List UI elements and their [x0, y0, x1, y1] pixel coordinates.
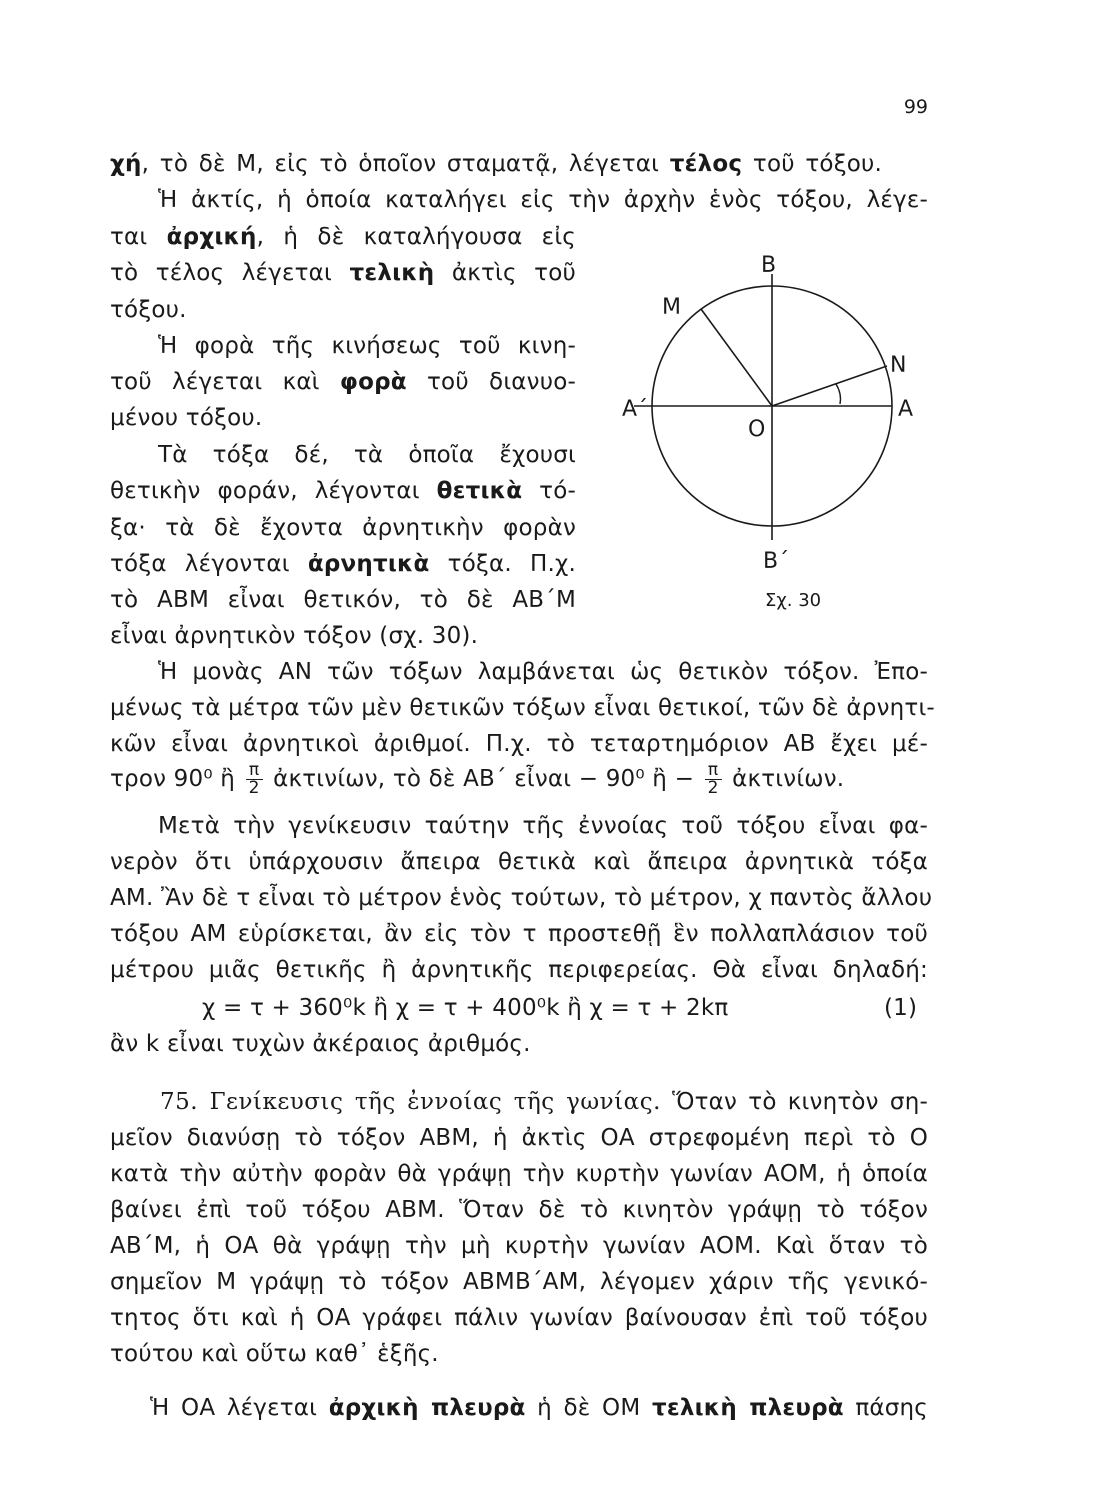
text-span: πάσης [843, 1395, 929, 1421]
text-span: τρον 90⁰ ἢ [110, 766, 236, 792]
bold-term: ἀρνητικὰ [307, 551, 430, 577]
circle-diagram [618, 244, 928, 624]
text-span: ἡ δὲ ΟΜ [525, 1395, 652, 1421]
text-line: Ἡ ἀκτίς, ἡ ὁποία καταλήγει εἰς τὴν ἀρχὴν ἑνὸς τόξου, λέγε- [158, 187, 928, 213]
text-line: μέτρου μιᾶς θετικῆς ἢ ἀρνητικῆς περιφερείας. Θὰ εἶναι δηλαδή: [110, 957, 928, 983]
bold-term: ἀρχικὴ πλευρὰ [328, 1395, 526, 1421]
text-line: ξα· τὰ δὲ ἔχοντα ἀρνητικὴν φορὰν [110, 515, 576, 541]
text-span: τὸ τέλος λέγεται [110, 260, 350, 286]
text-span: Ὅταν τὸ κινητὸν ση- [660, 1089, 928, 1115]
text-span: θετικὴν φοράν, λέγονται [110, 478, 437, 504]
text-line: ἂν k εἶναι τυχὼν ἀκέραιος ἀριθμός. [110, 1031, 531, 1057]
fraction-numerator: π [705, 762, 722, 780]
bold-term: φορὰ [339, 369, 407, 395]
text-line: τὸ ΑΒΜ εἶναι θετικόν, τὸ δὲ ΑΒ΄Μ [110, 587, 576, 613]
fraction-pi-over-2 [705, 762, 722, 797]
bold-term: ἀρχική [166, 224, 257, 250]
label-A-prime: Α΄ [622, 397, 649, 422]
text-line: τούτου καὶ οὕτω καθ᾽ ἑξῆς. [110, 1341, 439, 1367]
text-line: κῶν εἶναι ἀρνητικοὶ ἀριθμοί. Π.χ. τὸ τεταρτημόριον ΑΒ ἔχει μέ- [110, 731, 928, 757]
text-line: τητος ὅτι καὶ ἡ ΟΑ γράφει πάλιν γωνίαν βαίνουσαν ἐπὶ τοῦ τόξου [110, 1305, 928, 1331]
text-line: Ἡ φορὰ τῆς κινήσεως τοῦ κινη- [158, 333, 576, 359]
text-line: τόξου ΑΜ εὑρίσκεται, ἂν εἰς τὸν τ προστεθῇ ἓν πολλαπλάσιον τοῦ [110, 921, 928, 947]
radius-OM [701, 309, 772, 406]
text-span: ἀκτινίων. [732, 766, 845, 792]
radius-ON [772, 366, 887, 406]
text-span: ται [110, 224, 167, 250]
text-span: Ἡ ΟΑ λέγεται [150, 1395, 329, 1421]
text-line [110, 255, 576, 291]
text-span: τόξα λέγονται [110, 551, 308, 577]
bold-term: τελικὴ πλευρὰ [651, 1395, 844, 1421]
text-span: τοῦ τόξου. [742, 151, 883, 177]
section-heading: 75. Γενίκευσις τῆς ἐννοίας τῆς γωνίας. [160, 1089, 661, 1115]
section-heading-line [160, 1084, 928, 1120]
equation: χ = τ + 360⁰k ἢ χ = τ + 400⁰k ἢ χ = τ + 2kπ [202, 995, 729, 1021]
text-line [110, 146, 882, 182]
text-span: τοῦ διανυο- [406, 369, 576, 395]
text-span: τόξα. Π.χ. [429, 551, 576, 577]
bold-term: τελικὴ [349, 260, 435, 286]
text-line [110, 219, 576, 255]
equation-number: (1) [884, 995, 918, 1021]
text-span: ἀκτὶς τοῦ [434, 260, 576, 286]
text-line: βαίνει ἐπὶ τοῦ τόξου ΑΒΜ. Ὅταν δὲ τὸ κινητὸν γράψῃ τὸ τόξον [110, 1197, 928, 1223]
text-line: Μετὰ τὴν γενίκευσιν ταύτην τῆς ἐννοίας τοῦ τόξου εἶναι φα- [158, 813, 928, 839]
text-line: νερὸν ὅτι ὑπάρχουσιν ἄπειρα θετικὰ καὶ ἄπειρα ἀρνητικὰ τόξα [110, 849, 928, 875]
text-line: μένως τὰ μέτρα τῶν μὲν θετικῶν τόξων εἶναι θετικοί, τῶν δὲ ἀρνητι- [110, 695, 935, 721]
fraction-denominator: 2 [248, 778, 260, 798]
text-line [150, 1390, 928, 1426]
label-M: Μ [662, 295, 681, 320]
label-A: Α [898, 397, 914, 422]
bold-term: τέλος [669, 151, 743, 177]
fraction-pi-over-2 [246, 762, 263, 797]
text-span: τοῦ λέγεται καὶ [110, 369, 340, 395]
fraction-numerator: π [246, 762, 263, 780]
text-span: , ἡ δὲ καταλήγουσα εἰς [256, 224, 576, 250]
figure-caption: Σχ. 30 [765, 590, 822, 611]
label-B-prime: Β΄ [763, 549, 790, 574]
text-line: ΑΒ΄Μ, ἡ ΟΑ θὰ γράψῃ τὴν μὴ κυρτὴν γωνίαν ΑΟΜ. Καὶ ὅταν τὸ [110, 1233, 928, 1259]
text-line: μένου τόξου. [110, 405, 263, 431]
label-B: Β [761, 253, 777, 278]
text-line: κατὰ τὴν αὐτὴν φορὰν θὰ γράψῃ τὴν κυρτὴν γωνίαν ΑΟΜ, ἡ ὁποία [110, 1161, 928, 1187]
figure-30 [618, 244, 928, 624]
text-line [110, 364, 576, 400]
text-line: μεῖον διανύσῃ τὸ τόξον ΑΒΜ, ἡ ἀκτὶς ΟΑ στρεφομένη περὶ τὸ Ο [110, 1125, 928, 1151]
page-number: 99 [903, 96, 928, 118]
text-line [110, 473, 576, 509]
label-N: Ν [890, 353, 907, 378]
label-O: Ο [748, 417, 766, 442]
text-line: Ἡ μονὰς ΑΝ τῶν τόξων λαμβάνεται ὡς θετικὸν τόξον. Ἐπο- [158, 659, 928, 685]
angle-arc [836, 384, 841, 404]
text-line: εἶναι ἀρνητικὸν τόξον (σχ. 30). [110, 623, 479, 649]
text-line [110, 546, 576, 582]
text-span: , τὸ δὲ Μ, εἰς τὸ ὁποῖον σταματᾷ, λέγεται [141, 151, 670, 177]
text-line: τόξου. [110, 297, 187, 323]
text-line-with-fractions [110, 754, 928, 804]
text-line: Τὰ τόξα δέ, τὰ ὁποῖα ἔχουσι [158, 442, 576, 468]
text-span: τό- [522, 478, 576, 504]
text-line: σημεῖον Μ γράψῃ τὸ τόξον ΑΒΜΒ΄ΑΜ, λέγομεν χάριν τῆς γενικό- [110, 1269, 928, 1295]
bold-term: χή [110, 151, 142, 177]
fraction-denominator: 2 [707, 778, 719, 798]
text-line: ΑΜ. Ἂν δὲ τ εἶναι τὸ μέτρον ἑνὸς τούτων, τὸ μέτρον, χ παντὸς ἄλλου [110, 885, 933, 911]
text-span: ἀκτινίων, τὸ δὲ ΑΒ΄ εἶναι − 90⁰ ἢ − [273, 766, 695, 792]
bold-term: θετικὰ [436, 478, 523, 504]
